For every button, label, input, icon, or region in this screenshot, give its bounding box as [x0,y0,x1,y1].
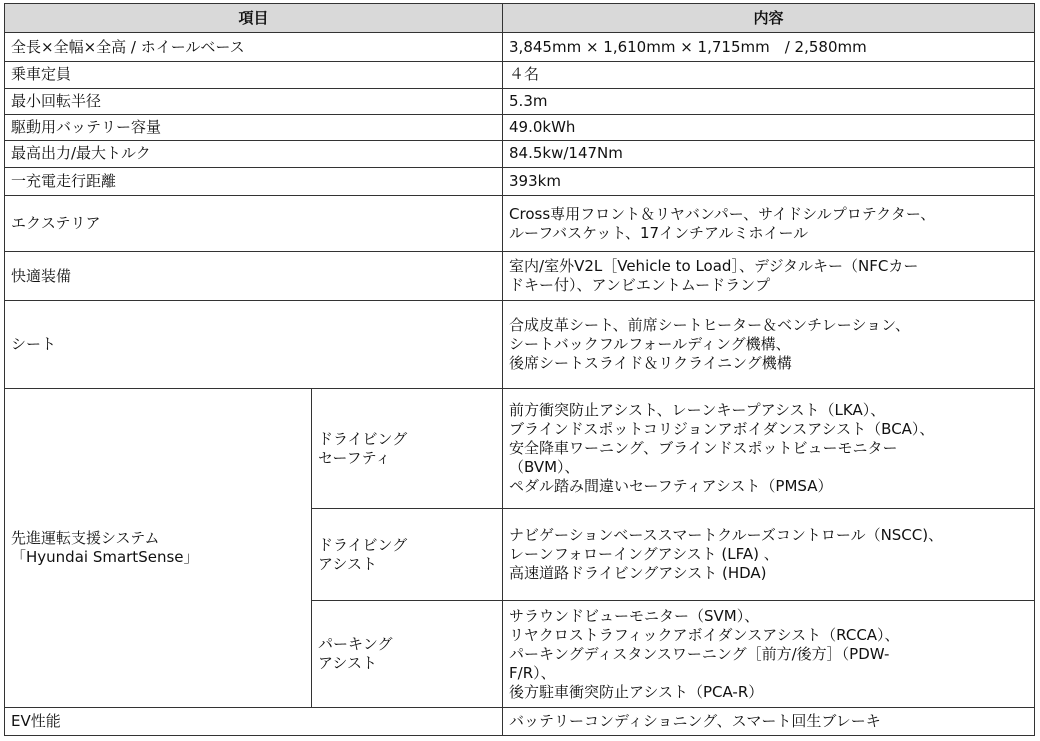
row-value: 49.0kWh [503,114,1035,140]
row-value: 3,845mm × 1,610mm × 1,715mm / 2,580mm [503,33,1035,62]
row-value: 5.3m [503,88,1035,114]
row-label: 最小回転半径 [5,88,503,114]
adas-driving-safety-value: 前方衝突防止アシスト、レーンキープアシスト（LKA）、 ブラインドスポットコリジョンアボイダンスアシスト（BCA）、 安全降車ワーニング、ブラインドスポットビューモニター （BVM）、 ペダル踏み間違いセーフティアシスト（PMSA） [503,389,1035,509]
row-label: 快適装備 [5,252,503,301]
row-value: 合成皮革シート、前席シートヒーター＆ベンチレーション、 シートバックフルフォールディング機構、 後席シートスライド＆リクライニング機構 [503,301,1035,389]
row-value: バッテリーコンディショニング、スマート回生ブレーキ [503,707,1035,735]
row-label: 最高出力/最大トルク [5,141,503,167]
row-value: 室内/室外V2L［Vehicle to Load］、デジタルキー（NFCカー ドキー付）、アンビエントムードランプ [503,252,1035,301]
row-label: シート [5,301,503,389]
adas-parking-assist-label: パーキング アシスト [312,601,503,707]
adas-parking-assist-value: サラウンドビューモニター（SVM）、 リヤクロストラフィックアボイダンスアシスト（RCCA）、 パーキングディスタンスワーニング［前方/後方］（PDW- F/R）、 後方駐車衝突防止アシスト（PCA-R） [503,601,1035,707]
adas-driving-safety-label: ドライビング セーフティ [312,389,503,509]
adas-category: 先進運転支援システム 「Hyundai SmartSense」 [5,389,312,708]
row-value: 84.5kw/147Nm [503,141,1035,167]
row-value: ４名 [503,62,1035,88]
row-value: Cross専用フロント＆リヤバンパー、サイドシルプロテクター、 ルーフバスケット、17インチアルミホイール [503,195,1035,252]
row-value: 393km [503,167,1035,195]
row-label: EV性能 [5,707,503,735]
row-label: 乗車定員 [5,62,503,88]
spec-table [4,3,1035,736]
header-content: 内容 [503,4,1035,33]
adas-driving-assist-value: ナビゲーションベーススマートクルーズコントロール（NSCC)、 レーンフォローイングアシスト (LFA) 、 高速道路ドライビングアシスト (HDA) [503,509,1035,601]
row-label: 一充電走行距離 [5,167,503,195]
adas-driving-assist-label: ドライビング アシスト [312,509,503,601]
header-item: 項目 [5,4,503,33]
row-label: エクステリア [5,195,503,252]
row-label: 全長×全幅×全高 / ホイールベース [5,33,503,62]
row-label: 駆動用バッテリー容量 [5,114,503,140]
